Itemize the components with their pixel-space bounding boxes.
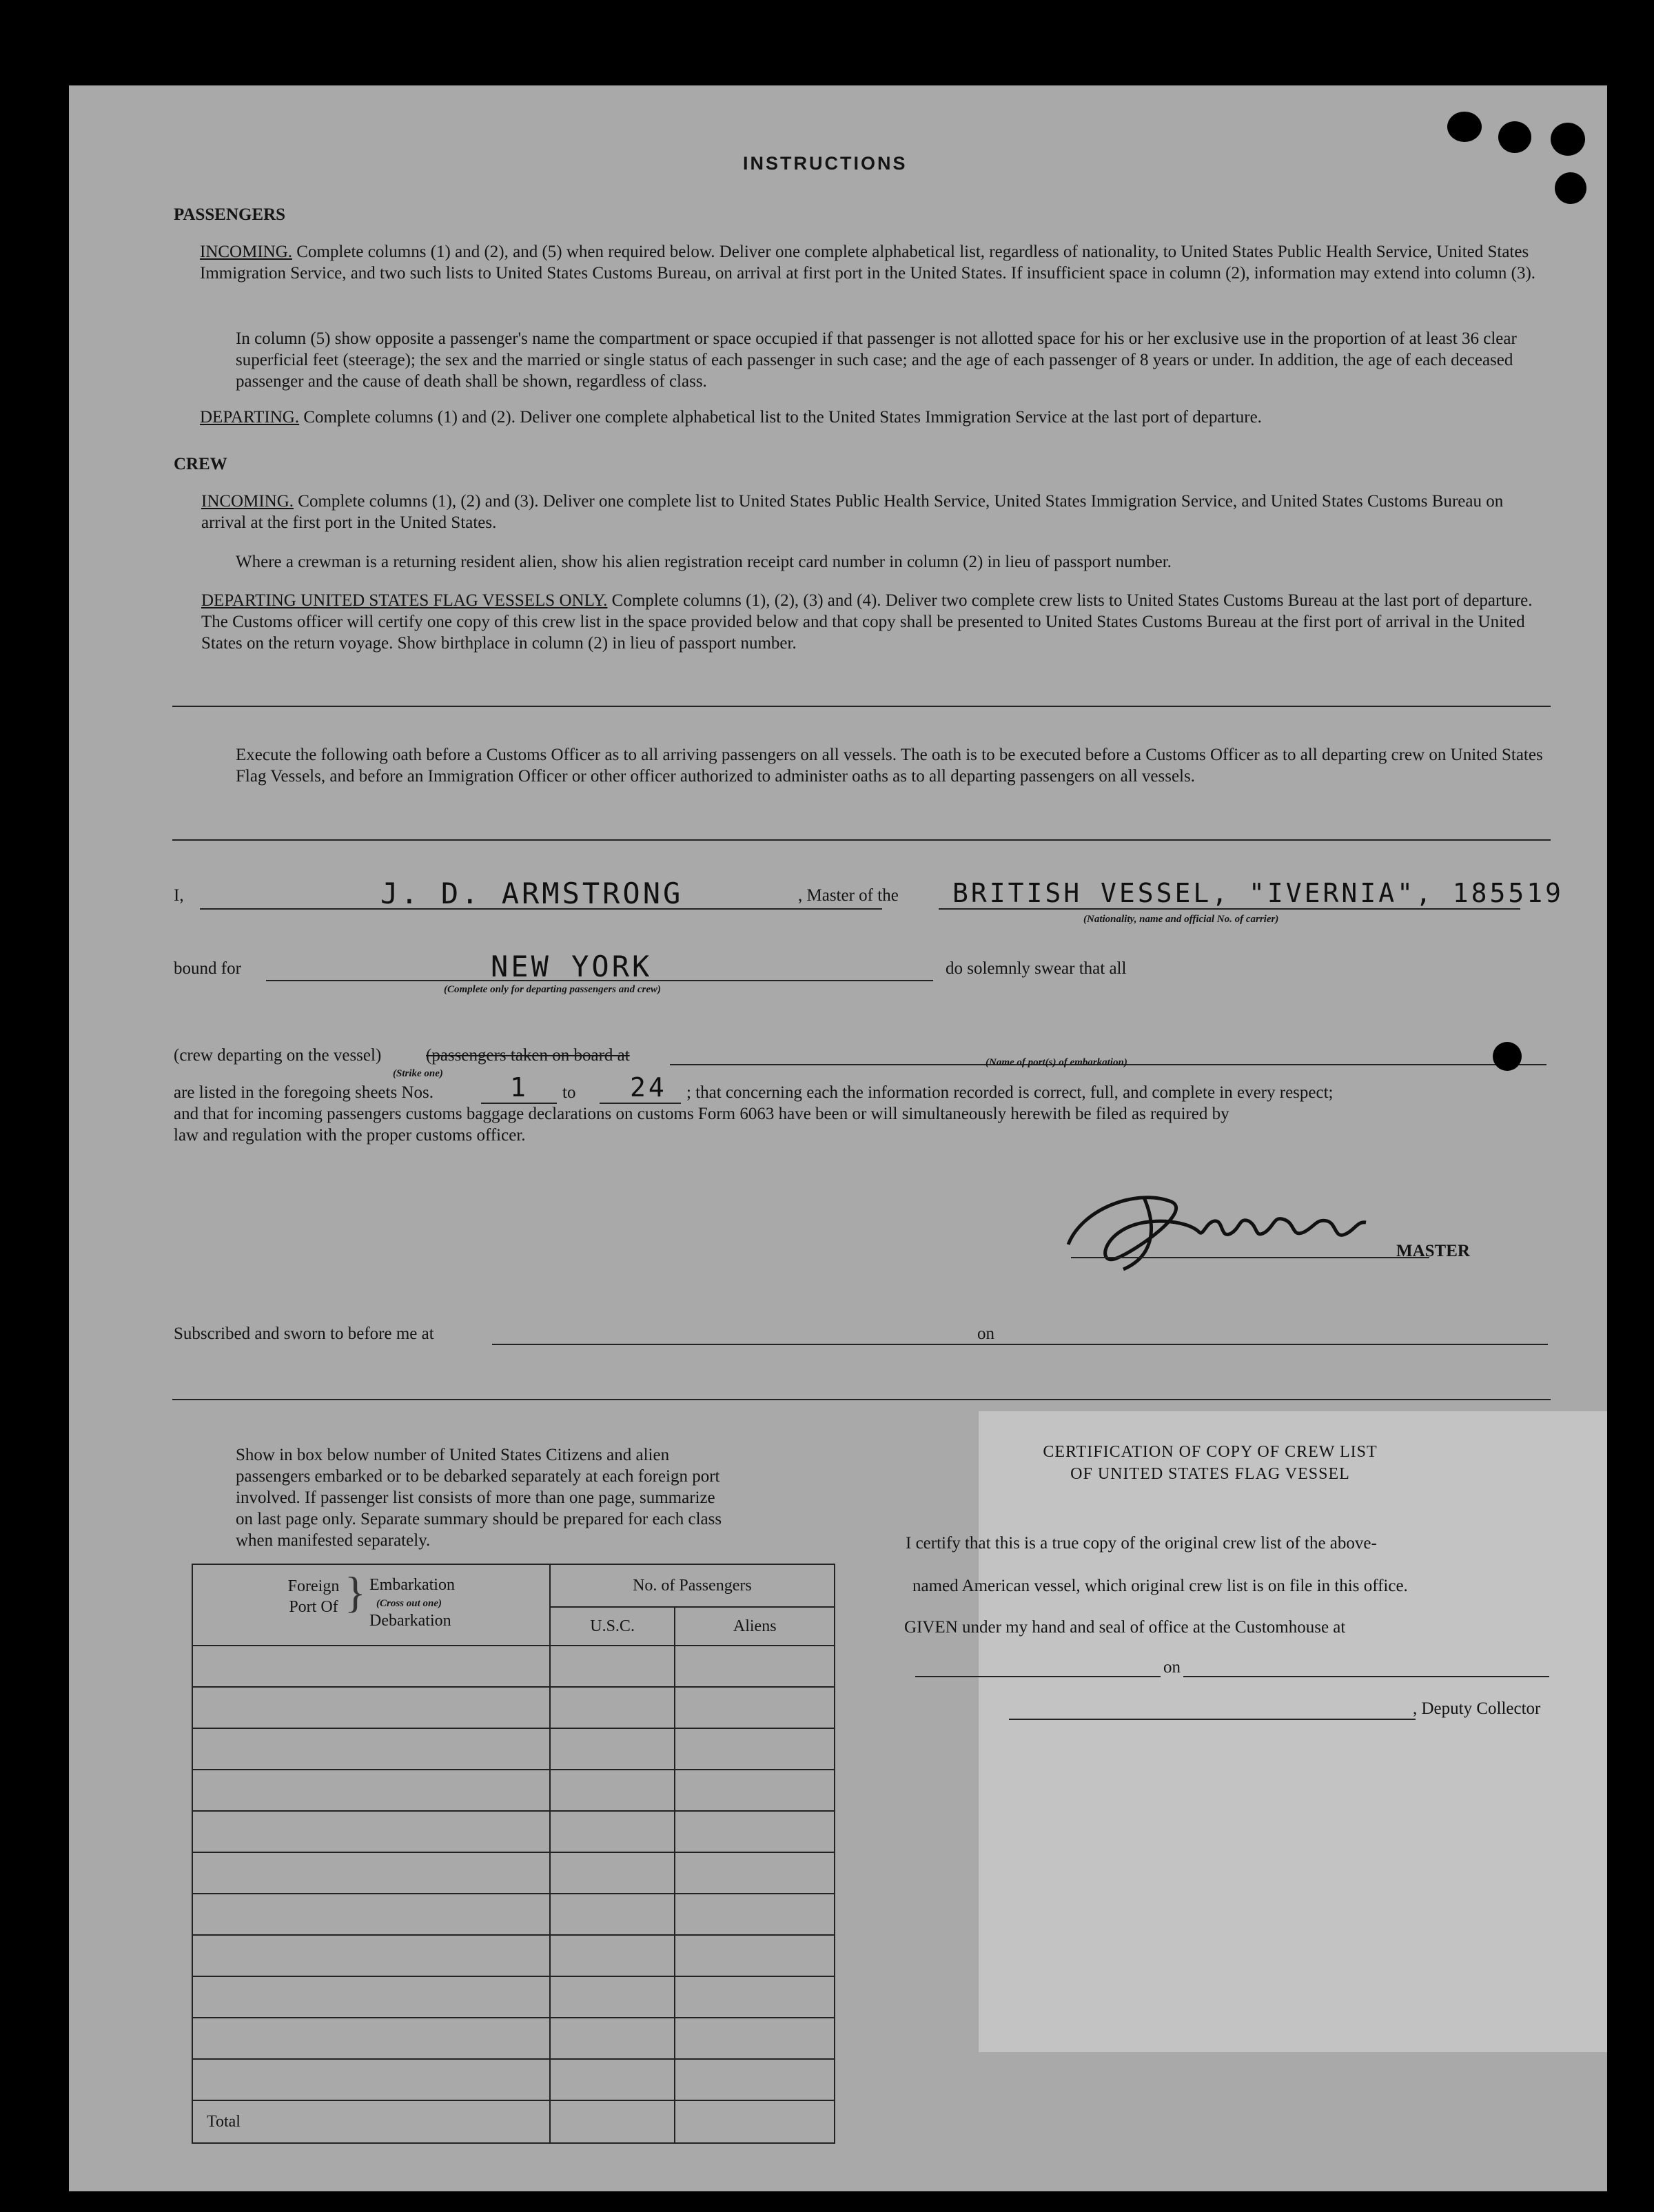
port-cell[interactable] [192,1728,550,1770]
us-flag-text: Complete columns (1), (2), (3) and (4). Deliver two complete crew lists to United States Customs Bureau at the last port of departure. The Customs officer will certify one copy of this crew list in the space provided below and that copy shall be presented to United States Customs Bureau at the first port of arrival in the United States on the return voyage. Show birthplace in column (2) in lieu of passport number. [201,591,1533,653]
port-cell[interactable] [192,1646,550,1687]
usc-cell[interactable] [550,1646,675,1687]
deputy-collector-label: , Deputy Collector [1413,1699,1541,1718]
port-cell[interactable] [192,2059,550,2100]
passengers-heading: PASSENGERS [174,205,286,224]
certification-on-label: on [1161,1657,1183,1678]
aliens-cell[interactable] [675,1687,835,1728]
divider-line [172,1399,1551,1400]
divider-line [172,706,1551,707]
aliens-cell[interactable] [675,2018,835,2059]
crew-incoming-text: Complete columns (1), (2) and (3). Deliver one complete list to United States Public Health Service, United States Immigration Service, and United States Customs Bureau on arrival at the first port in the United States. [201,492,1504,532]
table-row [192,1687,835,1728]
passengers-departing-paragraph [200,407,1551,428]
customhouse-line [915,1676,1549,1677]
total-row [192,2100,835,2143]
port-cell[interactable] [192,1976,550,2018]
sworn-date-line [1010,1344,1548,1345]
summary-note: Show in box below number of United States Citizens and alien passengers embarked or to be debarked separately at each foreign port involved. If passenger list consists of more than one page, summarize on last page only. Separate summary should be prepared for each class when manifested separately. [236,1446,722,1550]
departing-label: DEPARTING. [200,408,300,427]
total-usc-cell[interactable] [550,2100,675,2143]
master-title-label: MASTER [1396,1242,1470,1260]
usc-cell[interactable] [550,1770,675,1811]
table-row [192,1770,835,1811]
instructions-title: INSTRUCTIONS [743,153,908,174]
certification-panel [979,1411,1607,2052]
crew-resident-paragraph: Where a crewman is a returning resident alien, show his alien registration receipt card number in column (2) in lieu of passport number. [236,553,1172,571]
incoming-label: INCOMING. [200,243,293,261]
bound-for-value: NEW YORK [491,950,653,983]
listed-label: are listed in the foregoing sheets Nos. [174,1083,433,1102]
column5-paragraph: In column (5) show opposite a passenger's name the compartment or space occupied if that passenger is not allotted space for his or her exclusive use in the proportion of at least 36 clear superficial feet (steerage); the sex and the married or single status of each passenger in such case; and the age of each passenger of 8 years or under. In addition, the age of each deceased passenger and the cause of death shall be shown, regardless of class. [236,329,1517,391]
sworn-on-label: on [977,1324,994,1343]
embarkation-label: Embarkation [369,1576,455,1594]
table-row [192,1811,835,1852]
aliens-cell[interactable] [675,2059,835,2100]
listed-rest-1: ; that concerning each the information recorded is correct, full, and complete in every respect; [686,1083,1334,1102]
aliens-header-cell: Aliens [675,1607,835,1646]
us-flag-paragraph [201,590,1551,654]
certification-title-1: CERTIFICATION OF COPY OF CREW LIST [1043,1443,1378,1461]
table-row [192,1894,835,1935]
aliens-cell[interactable] [675,1976,835,2018]
aliens-cell[interactable] [675,1935,835,1976]
total-aliens-cell[interactable] [675,2100,835,2143]
usc-cell[interactable] [550,1811,675,1852]
port-cell[interactable] [192,1687,550,1728]
sheets-paragraph [174,1082,1552,1146]
master-signature-image [1054,1181,1378,1278]
certification-title-2: OF UNITED STATES FLAG VESSEL [1070,1465,1350,1483]
aliens-cell[interactable] [675,1728,835,1770]
passengers-incoming-paragraph [200,241,1551,284]
total-label: Total [192,2100,550,2143]
crew-incoming-paragraph [201,491,1551,533]
master-signature-line [1071,1257,1429,1258]
port-cell[interactable] [192,1770,550,1811]
punch-hole [1447,112,1482,142]
aliens-cell[interactable] [675,1894,835,1935]
divider-line [172,839,1551,841]
sheet-to-value: 24 [630,1072,667,1103]
port-caption: (Name of port(s) of embarkation) [986,1057,1127,1068]
debarkation-label: Debarkation [369,1612,451,1630]
foreign-port-label: Foreign Port Of [287,1577,340,1616]
port-cell[interactable] [192,1852,550,1894]
vessel-line [939,908,1520,910]
passengers-departing-text: Complete columns (1) and (2). Deliver one complete alphabetical list to the United States Immigration Service at the last port of departure. [303,408,1262,427]
listed-rest-2: and that for incoming passengers customs baggage declarations on customs Form 6063 have been or will simultaneously herewith be filed as required by [174,1105,1229,1123]
certification-text-3: GIVEN under my hand and seal of office at the Customhouse at [904,1618,1346,1637]
crew-list-back-page [69,85,1607,2191]
swear-label: do solemnly swear that all [946,959,1127,978]
i-label: I, [174,886,184,905]
aliens-cell[interactable] [675,1811,835,1852]
deputy-collector-line [1009,1719,1416,1720]
crew-departing-label: (crew departing on the vessel) [174,1046,382,1065]
usc-cell[interactable] [550,2059,675,2100]
sheet-from-line [481,1103,557,1104]
usc-cell[interactable] [550,1935,675,1976]
table-row [192,2018,835,2059]
crew-incoming-label: INCOMING. [201,492,294,511]
table-row [192,1646,835,1687]
usc-cell[interactable] [550,1976,675,2018]
table-row [192,1976,835,2018]
listed-rest-3: law and regulation with the proper customs officer. [174,1126,526,1145]
vessel-caption: (Nationality, name and official No. of carrier) [1083,914,1279,925]
certification-text-1: I certify that this is a true copy of the original crew list of the above- [906,1534,1377,1553]
subscribed-label: Subscribed and sworn to before me at [174,1324,434,1343]
port-header-cell [192,1564,550,1646]
usc-cell[interactable] [550,2018,675,2059]
port-cell[interactable] [192,1811,550,1852]
cross-out-caption: (Cross out one) [376,1598,442,1609]
brace-glyph: } [345,1568,366,1617]
usc-cell[interactable] [550,1687,675,1728]
punch-hole [1498,121,1531,153]
aliens-cell[interactable] [675,1770,835,1811]
crew-heading: CREW [174,455,227,473]
aliens-cell[interactable] [675,1852,835,1894]
bound-for-label: bound for [174,959,241,978]
to-label: to [562,1083,576,1102]
master-name-value: J. D. ARMSTRONG [380,877,684,910]
sheet-from-value: 1 [510,1072,529,1103]
table-row [192,1728,835,1770]
punch-hole [1493,1042,1522,1071]
port-cell[interactable] [192,1894,550,1935]
table-row [192,2059,835,2100]
passengers-struck-option: (passengers taken on board at [426,1046,630,1065]
certification-text-2: named American vessel, which original crew list is on file in this office. [912,1577,1408,1595]
master-of-label: , Master of the [798,886,899,905]
us-flag-label: DEPARTING UNITED STATES FLAG VESSELS ONLY. [201,591,608,610]
punch-hole [1555,172,1586,204]
port-cell[interactable] [192,1935,550,1976]
punch-hole [1551,123,1585,156]
oath-intro-paragraph: Execute the following oath before a Customs Officer as to all arriving passengers on all vessels. The oath is to be executed before a Customs Officer as to all departing crew on United States Flag Vessels, and before an Immigration Officer or other officer authorized to administer oaths as to all departing passengers on all vessels. [236,746,1543,786]
passengers-incoming-text: Complete columns (1) and (2), and (5) when required below. Deliver one complete alphabetical list, regardless of nationality, to United States Public Health Service, United States Immigration Service, and two such lists to United States Customs Bureau, on arrival at first port in the United States. If insufficient space in column (2), information may extend into column (3). [200,243,1536,283]
table-row [192,1935,835,1976]
usc-cell[interactable] [550,1728,675,1770]
vessel-value: BRITISH VESSEL, "IVERNIA", 185519 [952,878,1564,908]
usc-header-cell: U.S.C. [550,1607,675,1646]
table-row [192,1852,835,1894]
sheet-to-line [600,1103,681,1104]
sworn-place-line [492,1344,1039,1345]
usc-cell[interactable] [550,1894,675,1935]
bound-for-caption: (Complete only for departing passengers and crew) [444,984,661,995]
port-cell[interactable] [192,2018,550,2059]
strike-one-caption: (Strike one) [393,1068,443,1079]
passenger-summary-table [192,1564,835,2144]
aliens-cell[interactable] [675,1646,835,1687]
usc-cell[interactable] [550,1852,675,1894]
number-header-cell: No. of Passengers [550,1564,835,1607]
